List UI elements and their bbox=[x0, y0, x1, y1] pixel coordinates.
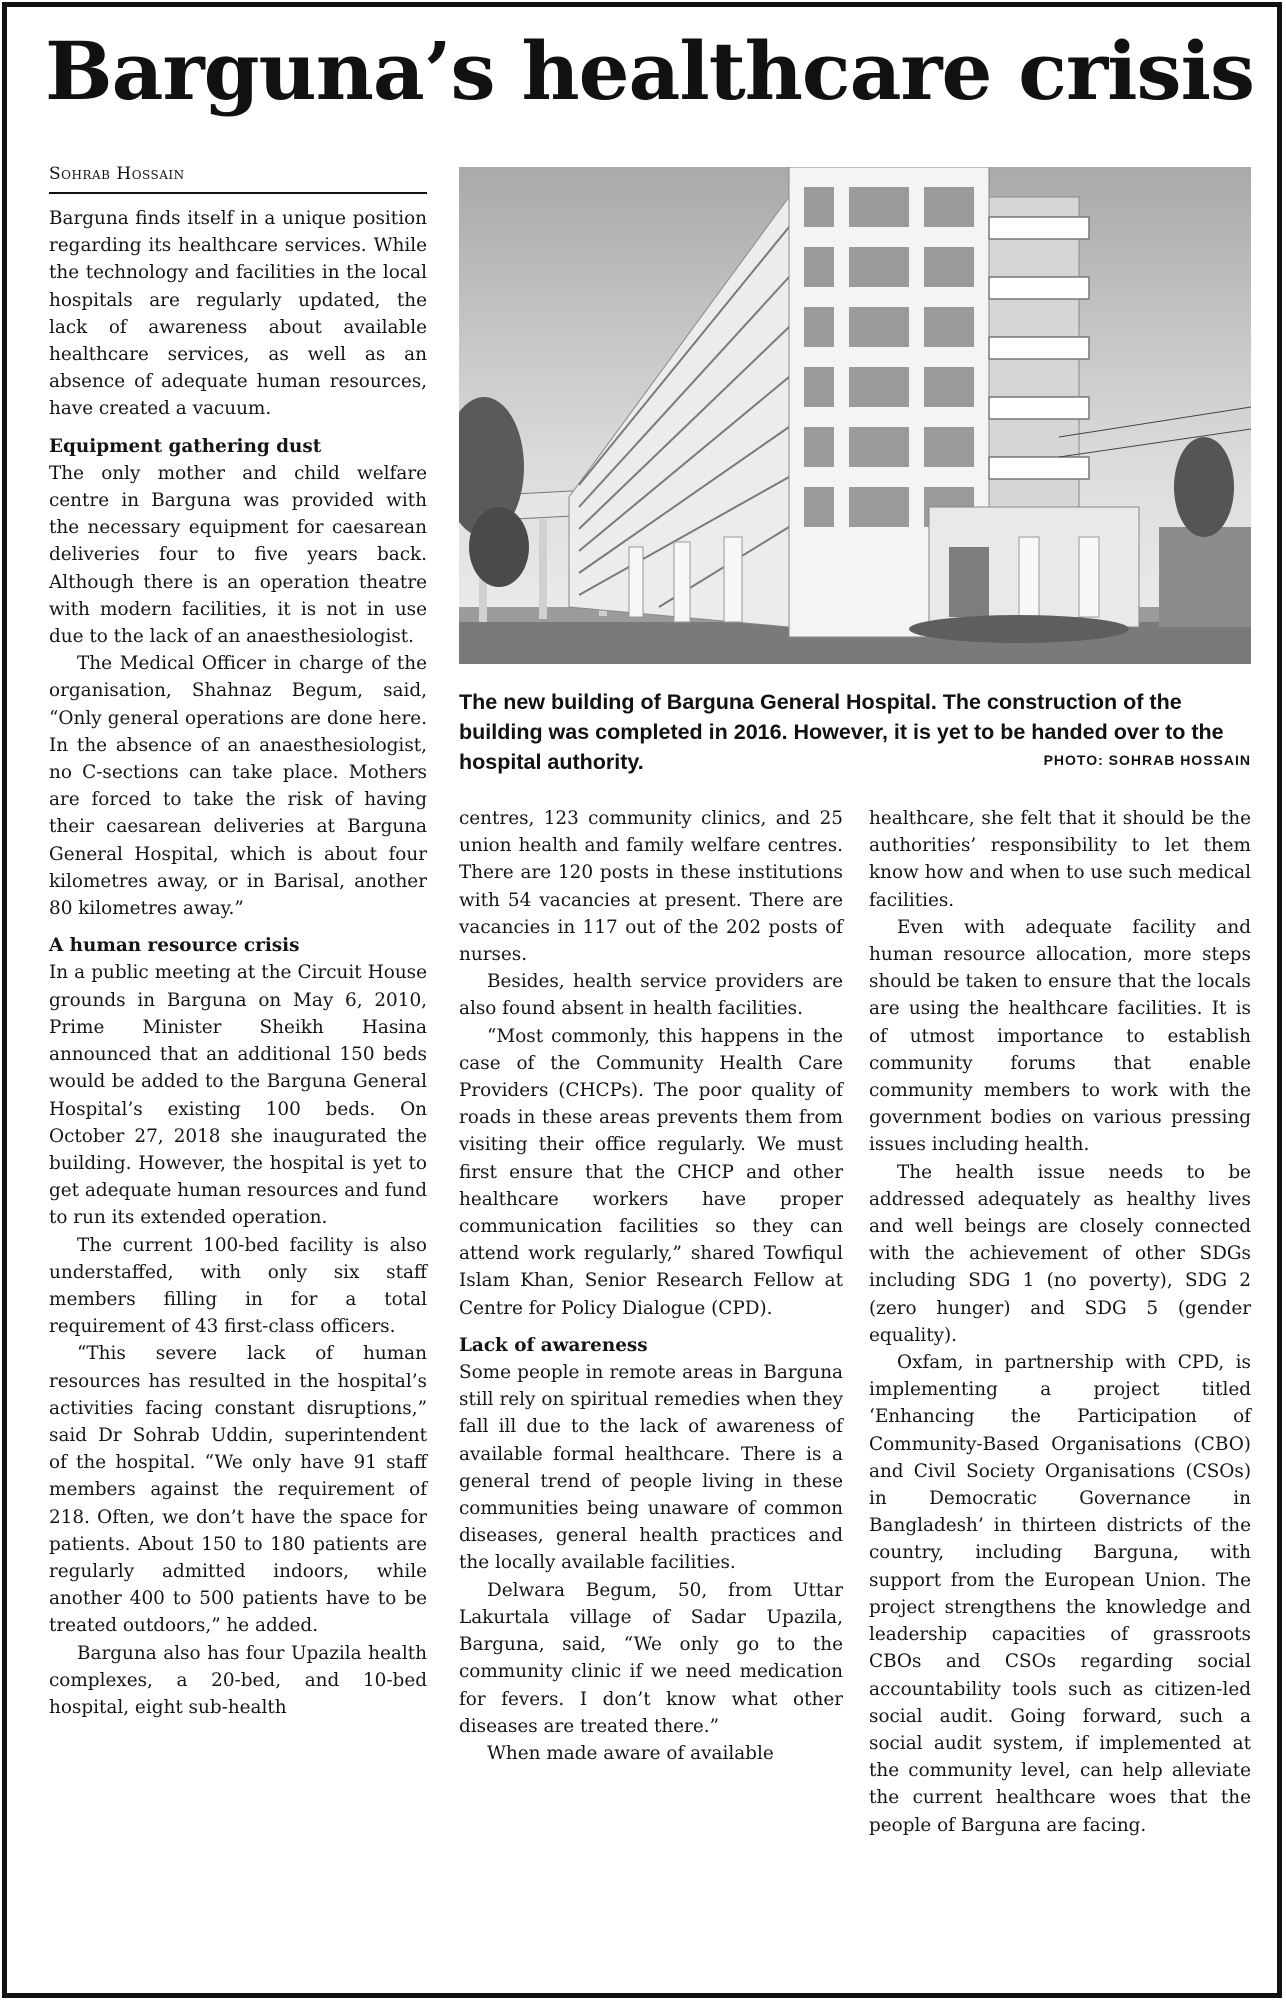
paragraph: “This severe lack of human resources has resulted in the hospital’s activities facing constant disruptions,” said Dr Sohrab Uddin, superintendent of the hospital. “We only have 91 staff members against the requirement of 218. Often, we don’t have the space for patients. About 150 to 180 patients are regularly admitted indoors, while another 400 to 500 patients have to be treated outdoors,” he added. bbox=[49, 1343, 427, 1637]
article-column-1 bbox=[49, 205, 427, 1721]
article-column-3 bbox=[869, 805, 1251, 1839]
paragraph: The only mother and child welfare centre in Barguna was provided with the necessary equipment for caesarean deliveries four to five years back. Although there is an operation theatre with modern facilities, it is not in use due to the lack of an anaesthesiologist. bbox=[49, 462, 427, 648]
paragraph: healthcare, she felt that it should be the authorities’ responsibility to let them know how and when to use such medical facilities. bbox=[869, 808, 1251, 911]
paragraph: When made aware of available bbox=[487, 1742, 774, 1764]
paragraph: Oxfam, in partnership with CPD, is implementing a project titled ‘Enhancing the Participation of Community-Based Organisations (CBO) and Civil Society Organisations (CSOs) in Democratic Governance in Bangladesh’ in thirteen districts of the country, including Barguna, with support from the European Union. The project strengthens the knowledge and leadership capacities of grassroots CBOs and CSOs regarding social accountability tools such as citizen-led social audit. Going forward, such a social audit system, if implemented at the community level, can help alleviate the current healthcare woes that the people of Barguna are facing. bbox=[869, 1352, 1251, 1836]
hospital-building-icon bbox=[459, 167, 1251, 664]
newspaper-page bbox=[2, 2, 1282, 1998]
hospital-building-photo bbox=[459, 167, 1251, 664]
paragraph: “Most commonly, this happens in the case of the Community Health Care Providers (CHCPs). The poor quality of roads in these areas prevents them from visiting their office regularly. We must first ensure that the CHCP and other healthcare workers have proper communication facilities so they can attend work regularly,” shared Towfiqul Islam Khan, Senior Research Fellow at Centre for Policy Dialogue (CPD). bbox=[459, 1025, 843, 1319]
paragraph: The health issue needs to be addressed adequately as healthy lives and well beings are closely connected with the achievement of other SDGs including SDG 1 (no poverty), SDG 2 (zero hunger) and SDG 5 (gender equality). bbox=[869, 1161, 1251, 1346]
caption-text: The new building of Barguna General Hospital. The construction of the building was completed in 2016. However, it is yet to be handed over to the hospital authority. bbox=[459, 690, 1224, 774]
paragraph: Some people in remote areas in Barguna still rely on spiritual remedies when they fall ill due to the lack of awareness of available formal healthcare. There is a general trend of people living in these communities being unaware of common diseases, general health practices and the locally available facilities. bbox=[459, 1362, 843, 1574]
photo-credit: PHOTO: SOHRAB HOSSAIN bbox=[1043, 752, 1251, 768]
paragraph: The Medical Officer in charge of the organisation, Shahnaz Begum, said, “Only general operations are done here. In the absence of an anaesthesiologist, no C-sections can take place. Mothers are forced to take the risk of having their caesarean deliveries at Barguna General Hospital, which is about four kilometres away, or in Barisal, another 80 kilometres away.” bbox=[49, 653, 427, 920]
paragraph: Delwara Begum, 50, from Uttar Lakurtala village of Sadar Upazila, Barguna, said, “We only go to the community clinic if we need medication for fevers. I don’t know what other diseases are treated there.” bbox=[459, 1579, 843, 1737]
subheading: Lack of awareness bbox=[459, 1334, 648, 1356]
paragraph: Besides, health service providers are also found absent in health facilities. bbox=[459, 971, 843, 1020]
subheading: A human resource crisis bbox=[49, 935, 300, 957]
paragraph: centres, 123 community clinics, and 25 union health and family welfare centres. There are 120 posts in these institutions with 54 vacancies at present. There are vacancies in 117 out of the 202 posts of nurses. bbox=[459, 808, 843, 966]
paragraph: Barguna also has four Upazila health complexes, a 20-bed, and 10-bed hospital, eight sub-health bbox=[49, 1642, 427, 1718]
article-column-2 bbox=[459, 805, 843, 1767]
paragraph: In a public meeting at the Circuit House grounds in Barguna on May 6, 2010, Prime Minister Sheikh Hasina announced that an additional 150 beds would be added to the Barguna General Hospital’s existing 100 beds. On October 27, 2018 she inaugurated the building. However, the hospital is yet to get adequate human resources and fund to run its extended operation. bbox=[49, 962, 427, 1229]
photo-caption bbox=[459, 687, 1251, 777]
paragraph: Even with adequate facility and human resource allocation, more steps should be taken to ensure that the locals are using the healthcare facilities. It is of utmost importance to establish community forums that enable community members to work with the government bodies on various pressing issues including health. bbox=[869, 916, 1251, 1156]
byline: Sohrab Hossain bbox=[49, 164, 427, 194]
headline: Barguna’s healthcare crisis bbox=[45, 24, 1255, 118]
paragraph: The current 100-bed facility is also understaffed, with only six staff members filling in for a total requirement of 43 first-class officers. bbox=[49, 1234, 427, 1338]
paragraph: Barguna finds itself in a unique position regarding its healthcare services. While the technology and facilities in the local hospitals are regularly updated, the lack of awareness about available healthcare services, as well as an absence of adequate human resources, have created a vacuum. bbox=[49, 208, 427, 420]
subheading: Equipment gathering dust bbox=[49, 435, 322, 457]
